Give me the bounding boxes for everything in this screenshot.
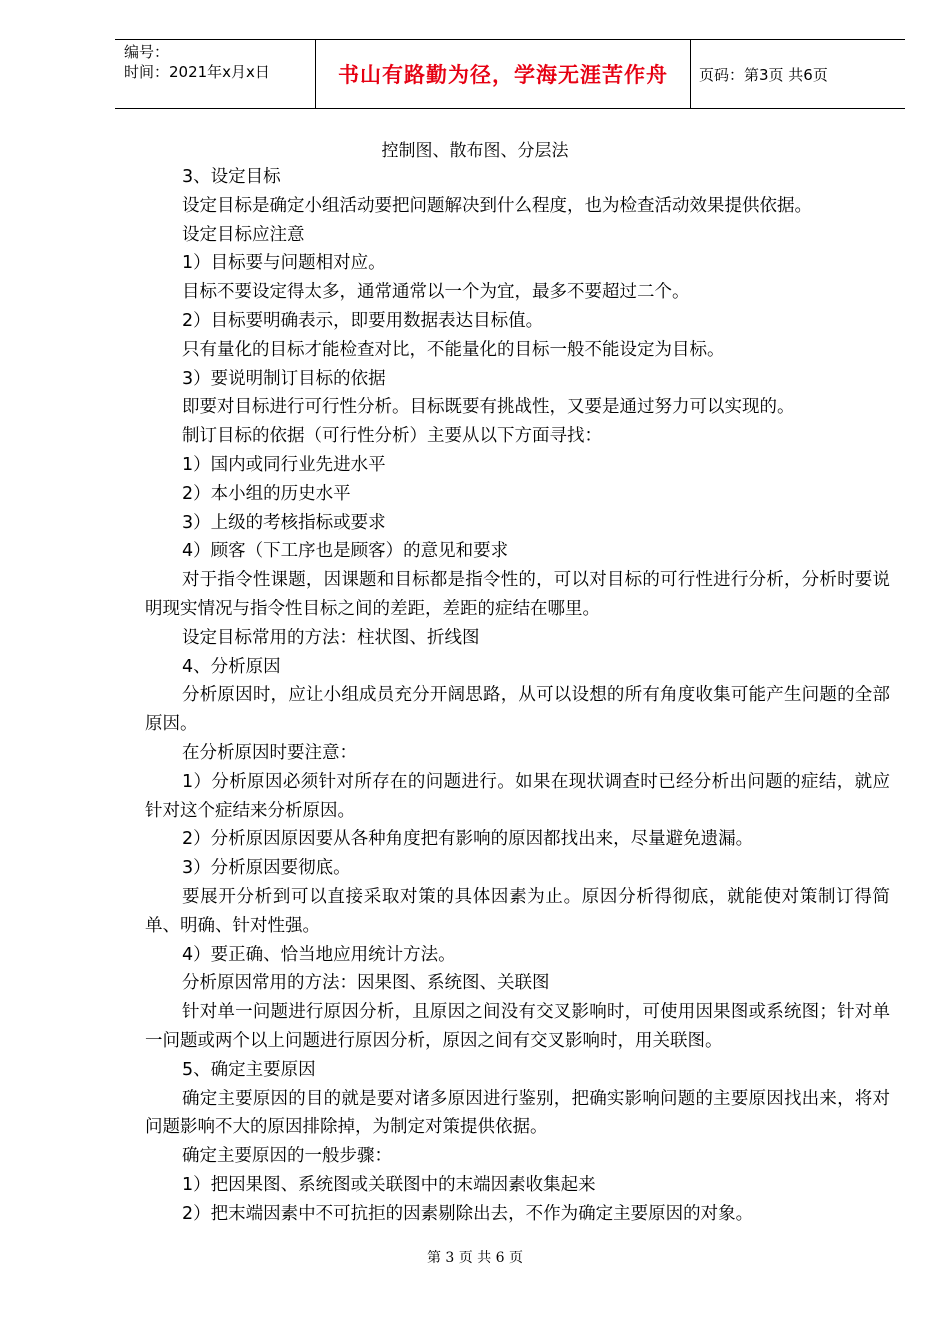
paragraph: 4）顾客（下工序也是顾客）的意见和要求 — [182, 541, 509, 562]
paragraph: 要展开分析到可以直接采取对策的具体因素为止。原因分析得彻底，就能使对策制订得简单、明确、针对性强。 — [145, 886, 890, 936]
paragraph: 设定目标是确定小组活动要把问题解决到什么程度，也为检查活动效果提供依据。 — [182, 195, 812, 216]
header-motto-cell — [315, 40, 691, 108]
paragraph: 制订目标的依据（可行性分析）主要从以下方面寻找： — [182, 426, 602, 447]
page-footer: 第 3 页 共 6 页 — [426, 1250, 524, 1266]
paragraph: 2）目标要明确表示，即要用数据表达目标值。 — [182, 310, 544, 331]
paragraph: 在分析原因时要注意： — [182, 742, 357, 763]
document-time-label: 时间：2021年x月x日 — [124, 63, 270, 81]
paragraph: 3）上级的考核指标或要求 — [182, 512, 386, 533]
paragraph: 确定主要原因的目的就是要对诸多原因进行鉴别，把确实影响问题的主要原因找出来，将对问题影响不大的原因排除掉，为制定对策提供依据。 — [145, 1088, 890, 1138]
paragraph: 针对单一问题进行原因分析，且原因之间没有交叉影响时，可使用因果图或系统图；针对单一问题或两个以上问题进行原因分析，原因之间有交叉影响时，用关联图。 — [145, 1002, 890, 1051]
paragraph: 5、确定主要原因 — [182, 1059, 316, 1080]
paragraph: 3）分析原因要彻底。 — [182, 858, 351, 879]
paragraph: 1）把因果图、系统图或关联图中的末端因素收集起来 — [182, 1174, 596, 1195]
paragraph: 对于指令性课题，因课题和目标都是指令性的，可以对目标的可行性进行分析，分析时要说明现实情况与指令性目标之间的差距，差距的症结在哪里。 — [145, 570, 890, 619]
paragraph: 2）分析原因原因要从各种角度把有影响的原因都找出来，尽量避免遗漏。 — [182, 829, 754, 850]
header-page-cell — [691, 40, 905, 108]
paragraph: 1）分析原因必须针对所存在的问题进行。如果在现状调查时已经分析出问题的症结，就应针对这个症结来分析原因。 — [145, 771, 890, 821]
paragraph: 1）目标要与问题相对应。 — [182, 253, 386, 274]
header-left-cell — [115, 40, 315, 108]
paragraph: 设定目标应注意 — [182, 224, 305, 245]
header-motto: 书山有路勤为径，学海无涯苦作舟 — [338, 62, 668, 87]
paragraph: 即要对目标进行可行性分析。目标既要有挑战性，又要是通过努力可以实现的。 — [182, 397, 795, 418]
document-number-label: 编号： — [124, 43, 170, 61]
paragraph: 目标不要设定得太多，通常通常以一个为宜，最多不要超过二个。 — [182, 282, 690, 303]
paragraph: 2）把末端因素中不可抗拒的因素剔除出去，不作为确定主要原因的对象。 — [182, 1203, 754, 1224]
paragraph: 3、设定目标 — [182, 167, 281, 187]
paragraph: 确定主要原因的一般步骤： — [182, 1146, 392, 1167]
document-title: 控制图、散布图、分层法 — [381, 141, 569, 161]
paragraph: 3）要说明制订目标的依据 — [182, 368, 386, 389]
paragraph: 设定目标常用的方法：柱状图、折线图 — [182, 627, 480, 648]
paragraph: 4）要正确、恰当地应用统计方法。 — [182, 944, 456, 965]
document-body — [145, 163, 890, 1228]
paragraph: 分析原因常用的方法：因果图、系统图、关联图 — [182, 973, 550, 994]
page-header — [115, 39, 905, 109]
paragraph: 2）本小组的历史水平 — [182, 483, 351, 504]
header-page-number: 页码：第3页 共6页 — [699, 65, 828, 84]
paragraph: 只有量化的目标才能检查对比，不能量化的目标一般不能设定为目标。 — [182, 339, 725, 360]
paragraph: 1）国内或同行业先进水平 — [182, 454, 386, 475]
paragraph: 4、分析原因 — [182, 656, 281, 677]
paragraph: 分析原因时，应让小组成员充分开阔思路，从可以设想的所有角度收集可能产生问题的全部原因。 — [145, 685, 890, 735]
